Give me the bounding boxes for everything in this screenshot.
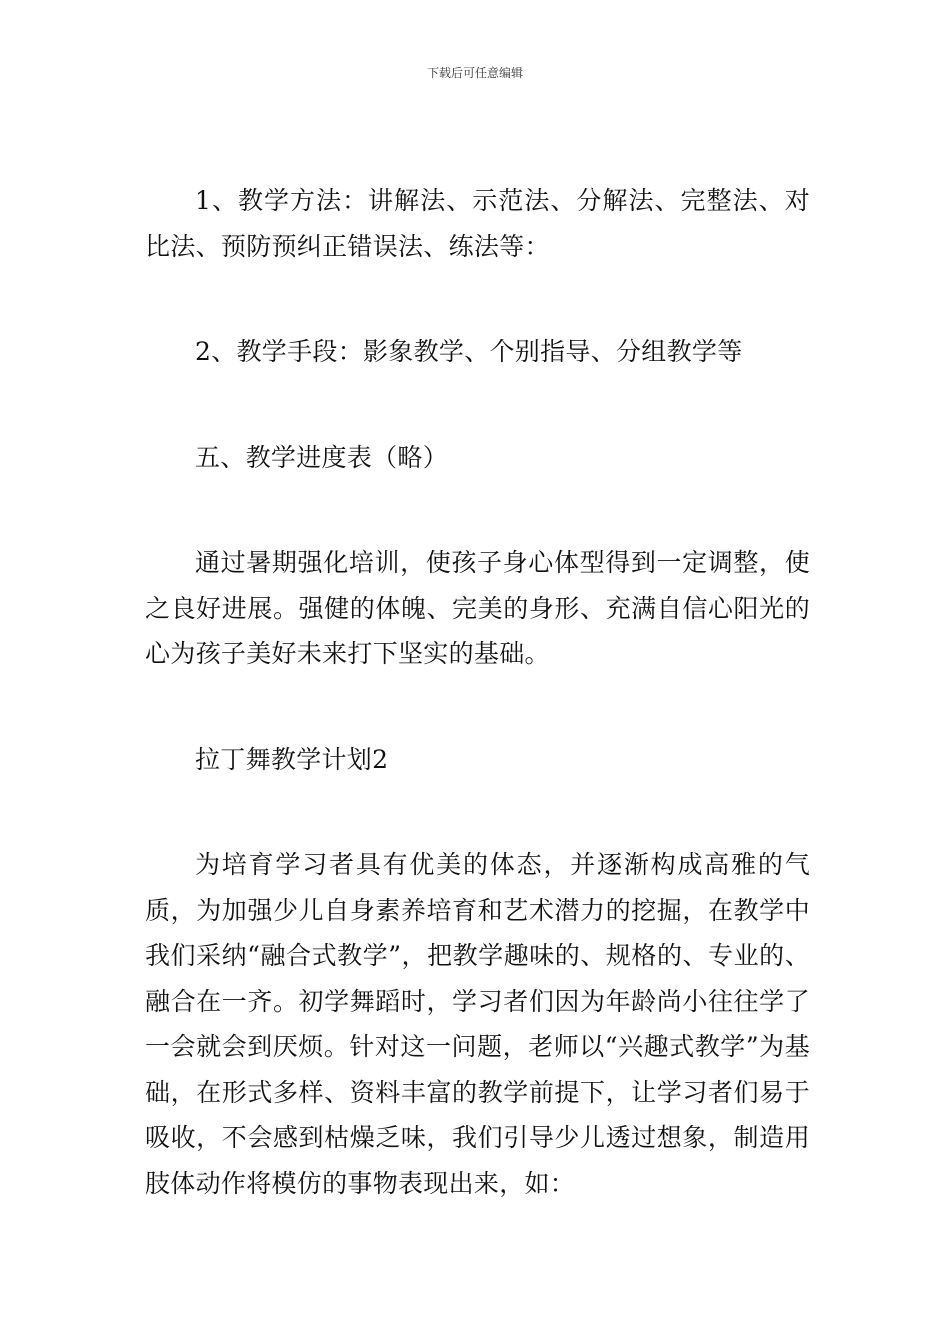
document-body bbox=[145, 178, 810, 1206]
paragraph-teaching-means: 2、教学手段：影象教学、个别指导、分组教学等 bbox=[195, 337, 743, 366]
section-heading-schedule: 五、教学进度表（略） bbox=[195, 442, 449, 472]
paragraph-teaching-methods: 1、教学方法：讲解法、示范法、分解法、完整法、对比法、预防预纠正错误法、练法等： bbox=[145, 186, 810, 261]
paragraph-plan-2-intro: 为培育学习者具有优美的体态，并逐渐构成高雅的气质，为加强少儿自身素养培育和艺术潜力的挖掘，在教学中我们采纳“融合式教学”，把教学趣味的、规格的、专业的、融合在一齐。初学舞蹈时，学习者们因为年龄尚小往往学了一会就会到厌烦。针对这一问题，老师以“兴趣式教学”为基础，在形式多样、资料丰富的教学前提下，让学习者们易于吸收，不会感到枯燥乏味，我们引导少儿透过想象，制造用肢体动作将模仿的事物表现出来，如： bbox=[145, 850, 810, 1198]
section-title-plan-2: 拉丁舞教学计划2 bbox=[195, 744, 389, 774]
paragraph-summary: 通过暑期强化培训，使孩子身心体型得到一定调整，使之良好进展。强健的体魄、完美的身形、充满自信心阳光的心为孩子美好未来打下坚实的基础。 bbox=[145, 548, 810, 668]
page-header-note: 下载后可任意编辑 bbox=[426, 66, 523, 80]
